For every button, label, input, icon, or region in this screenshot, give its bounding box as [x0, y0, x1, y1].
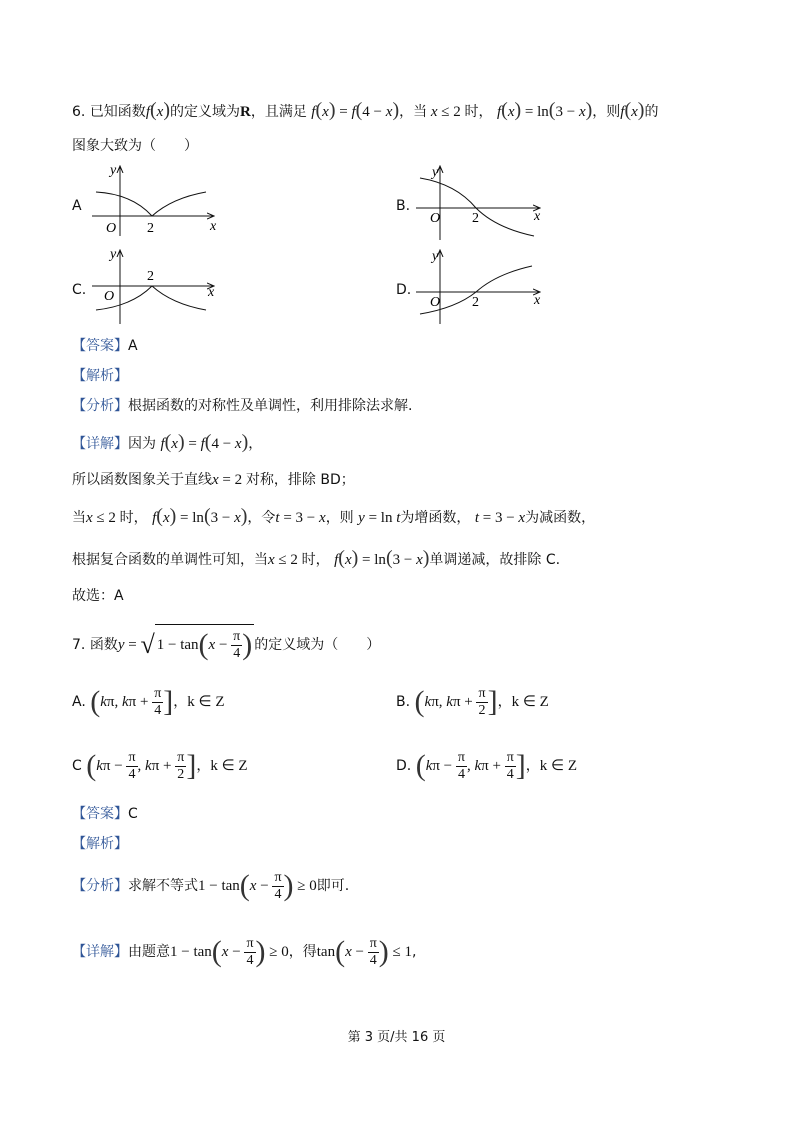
q6-graph-b [416, 160, 546, 240]
tick-2-label: 2 [472, 211, 479, 226]
q7-option-d[interactable]: D. (kπ − $\frac{\pi}{4}$ , kπ + $\frac{\pi}{4}$ ]，k ∈ Z [396, 749, 578, 782]
q6-option-d[interactable]: D. [396, 282, 412, 298]
tick-2-label: 2 [147, 269, 154, 284]
origin-label: O [430, 295, 441, 310]
tick-2-label: 2 [147, 221, 154, 236]
q6-option-b[interactable]: B. [396, 198, 411, 214]
q7-xiangjie: 【详解】由题意1 − tan(x − $\frac{\pi}{4}$ ) ≥ 0，得tan(x − $\frac{\pi}{4}$ ) ≤ 1, [72, 935, 417, 968]
q6-fenxi: 【分析】根据函数的对称性及单调性，利用排除法求解. [72, 398, 413, 414]
origin-label: O [104, 289, 115, 304]
axis-x-label: x [210, 219, 217, 234]
origin-label: O [106, 221, 117, 236]
axis-y-label: y [432, 249, 439, 264]
axis-y-label: y [432, 165, 439, 180]
q6-xiangjie-line1: 【详解】因为 f(x) = f(4 − x)， [72, 431, 263, 453]
axis-y-label: y [110, 163, 117, 178]
q7-option-c[interactable]: C (kπ − $\frac{\pi}{4}$ , kπ + $\frac{\pi}{2}$ ]，k ∈ Z [72, 749, 248, 782]
q6-option-c[interactable]: C. [72, 282, 87, 298]
q7-fenxi: 【分析】求解不等式1 − tan(x − $\frac{\pi}{4}$ ) ≥ 0即可. [72, 869, 350, 902]
axis-x-label: x [534, 209, 541, 224]
q6-composite-line: 根据复合函数的单调性可知，当x ≤ 2 时， f(x) = ln(3 − x)单调递减，故排除 C. [72, 547, 561, 569]
page-footer: 第 3 页/共 16 页 [347, 1030, 446, 1045]
q6-symmetry-line: 所以函数图象关于直线x = 2 对称，排除 BD； [72, 472, 355, 488]
q6-monotonic-line: 当x ≤ 2 时， f(x) = ln(3 − x)，令t = 3 − x，则 y = ln t为增函数， t = 3 − x为减函数， [72, 505, 596, 527]
axis-x-label: x [208, 285, 215, 300]
q7-analysis-tag: 【解析】 [72, 836, 128, 852]
origin-label: O [430, 211, 441, 226]
tick-2-label: 2 [472, 295, 479, 310]
axis-x-label: x [534, 293, 541, 308]
q6-choice: 故选：A [72, 588, 124, 604]
q6-graph-c [92, 244, 222, 326]
q6-answer: 【答案】A [72, 338, 138, 354]
q7-stem: 7. 函数y = √ 1 − tan(x − $\frac{\pi}{4}$ ) 的定义域为（ ） [72, 624, 380, 663]
q6-stem-line1: 6. 已知函数f(x)的定义域为R，且满足 f(x) = f(4 − x)，当 x ≤ 2 时， f(x) = ln(3 − x)，则f(x)的 [72, 99, 659, 121]
q7-option-a[interactable]: A. (kπ, kπ + $\frac{\pi}{4}$ ]，k ∈ Z [72, 685, 225, 718]
q6-analysis-tag: 【解析】 [72, 368, 128, 384]
q6-graph-d [416, 244, 546, 326]
axis-y-label: y [110, 247, 117, 262]
q7-answer: 【答案】C [72, 806, 138, 822]
q6-graph-a [92, 160, 222, 240]
q7-option-b[interactable]: B. (kπ, kπ + $\frac{\pi}{2}$ ]，k ∈ Z [396, 685, 549, 718]
q6-stem-line2: 图象大致为（ ） [72, 138, 198, 154]
q6-option-a[interactable]: A [72, 198, 82, 214]
